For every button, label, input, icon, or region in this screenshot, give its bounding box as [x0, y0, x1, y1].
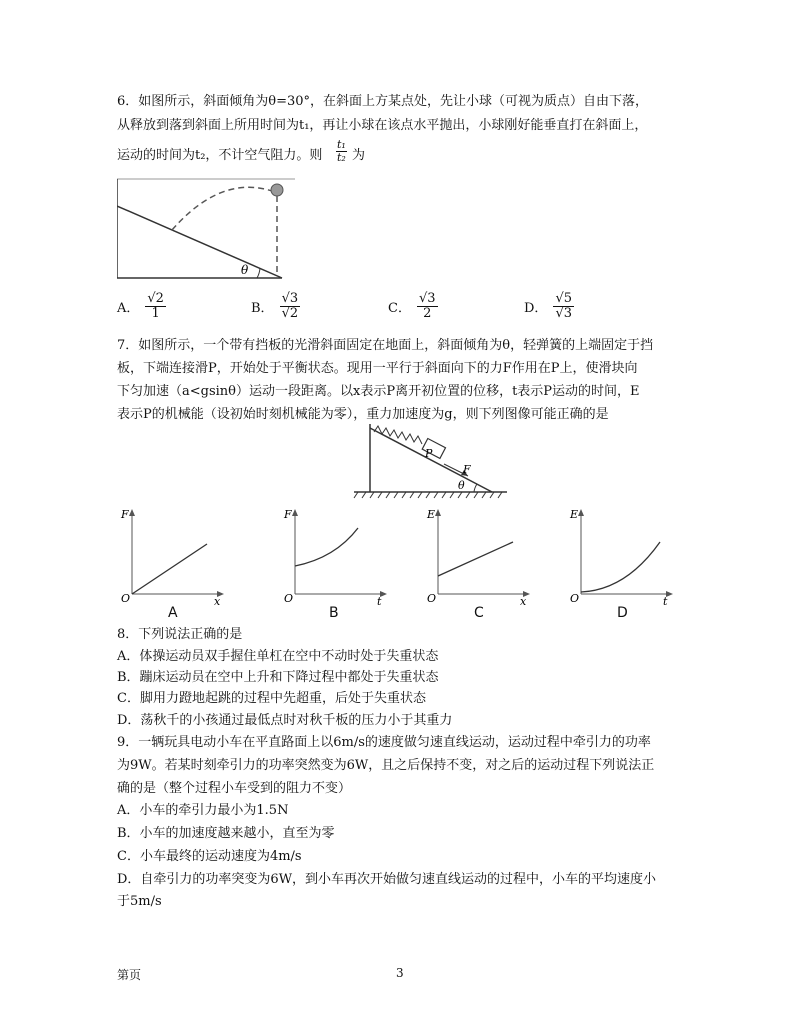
q7-line3: 下匀加速（a<gsinθ）运动一段距离。以x表示P离开初位置的位移，t表示P运动的时间，E [117, 384, 640, 399]
q7-graph-b-caption: B [329, 605, 339, 621]
q6-theta-label: θ [241, 263, 249, 277]
q6-ratio-den: t₂ [337, 151, 346, 164]
q6-angle-arc [257, 268, 260, 278]
q7-graph-c-origin: O [427, 592, 437, 605]
q6-option-c-label: C． [388, 301, 411, 316]
q8-stem: 8．下列说法正确的是 [117, 627, 243, 642]
q8-option-a: A．体操运动员双手握住单杠在空中不动时处于失重状态 [117, 649, 439, 664]
q9-option-c: C．小车最终的运动速度为4m/s [117, 849, 302, 864]
q7-graph-d-xlabel: t [663, 595, 668, 606]
q7-graph-d-curve [581, 542, 660, 592]
q7-graph-d [566, 506, 676, 606]
q7-angle-label: θ [458, 479, 465, 492]
q7-graph-c-curve [438, 542, 513, 576]
q9-option-d-cont: 于5m/s [117, 894, 162, 909]
footer-left: 第页 [117, 968, 142, 982]
q6-option-b-num: √3 [281, 291, 299, 306]
q7-graph-d-yarrow [578, 509, 584, 516]
q6-option-a [117, 292, 166, 321]
q7-graph-a-curve [132, 544, 207, 594]
q6-line3-text: 运动的时间为t₂，不计空气阻力。则 [117, 148, 323, 163]
q6-option-d-label: D． [524, 301, 548, 316]
q7-graph-a [117, 506, 227, 606]
q7-graph-b-origin: O [284, 592, 294, 605]
q6-option-b [251, 292, 300, 321]
q6-option-c-den: 2 [423, 306, 432, 321]
q7-graph-c-caption: C [474, 605, 484, 621]
q6-option-b-den: √2 [281, 306, 299, 321]
q7-spring-incline-figure [352, 420, 512, 502]
q6-ball [271, 184, 283, 196]
q6-line3 [117, 147, 322, 165]
q6-option-c [388, 292, 438, 321]
q7-graph-c [423, 506, 533, 606]
q7-graph-b-ylabel: F [284, 508, 292, 521]
q7-graph-d-caption: D [617, 605, 628, 621]
page-number: 3 [396, 966, 404, 980]
q6-option-d-den: √3 [555, 306, 572, 321]
q7-slope [370, 428, 492, 492]
q7-graph-d-origin: O [570, 592, 580, 605]
q7-graph-c-xlabel: x [520, 595, 527, 606]
q6-ratio-num: t₁ [337, 138, 346, 151]
q8-option-d: D．荡秋千的小孩通过最低点时对秋千板的压力小于其重力 [117, 713, 453, 728]
q9-line1: 9．一辆玩具电动小车在平直路面上以6m/s的速度做匀速直线运动，运动过程中牵引力的功率 [117, 735, 651, 750]
q7-graph-a-origin: O [121, 592, 131, 605]
q7-graph-a-yarrow [129, 509, 135, 516]
q9-line3: 确的是（整个过程小车受到的阻力不变） [117, 781, 352, 796]
q8-option-b: B．蹦床运动员在空中上升和下降过程中都处于失重状态 [117, 670, 439, 685]
q7-graph-c-ylabel: E [427, 508, 436, 521]
q9-option-a: A．小车的牵引力最小为1.5N [117, 803, 289, 818]
q8-option-c: C．脚用力蹬地起跳的过程中先超重，后处于失重状态 [117, 691, 426, 706]
q6-line3-end: 为 [352, 148, 366, 163]
q6-option-d-num: √5 [555, 291, 572, 306]
q7-graph-b-yarrow [292, 509, 298, 516]
q7-graph-b [280, 506, 390, 606]
q7-angle-arc [474, 484, 477, 492]
q6-trajectory [172, 187, 275, 230]
q6-slope [117, 206, 282, 278]
q6-option-b-label: B． [251, 301, 274, 316]
q7-force-label: F [463, 463, 471, 476]
q6-line1: 6．如图所示，斜面倾角为θ=30°，在斜面上方某点处，先让小球（可视为质点）自由下落， [117, 94, 649, 109]
q7-line2: 板，下端连接滑P，开始处于平衡状态。现用一平行于斜面向下的力F作用在P上，使滑块向 [117, 361, 638, 376]
q6-option-a-den: 1 [151, 306, 160, 321]
q7-graph-a-caption: A [168, 605, 178, 621]
q7-spring [374, 426, 422, 444]
q6-option-a-label: A． [117, 301, 140, 316]
q7-graph-b-curve [295, 528, 358, 566]
q7-graph-c-yarrow [435, 509, 441, 516]
q6-incline-figure [117, 178, 297, 283]
q6-ratio [336, 139, 347, 164]
q6-option-a-num: √2 [147, 291, 164, 306]
q9-option-d: D．自牵引力的功率突变为6W，到小车再次开始做匀速直线运动的过程中，小车的平均速度小 [117, 872, 657, 887]
q9-option-b: B．小车的加速度越来越小，直至为零 [117, 826, 335, 841]
q7-graph-a-xlabel: x [214, 595, 221, 606]
q7-ground-hatching [354, 492, 502, 498]
q9-line2: 为9W。若某时刻牵引力的功率突然变为6W，且之后保持不变，对之后的运动过程下列说法正 [117, 758, 655, 773]
q7-graph-a-ylabel: F [121, 508, 129, 521]
q7-graph-b-xlabel: t [377, 595, 382, 606]
q7-line1: 7．如图所示，一个带有挡板的光滑斜面固定在地面上，斜面倾角为θ，轻弹簧的上端固定于挡 [117, 338, 654, 353]
q6-option-c-num: √3 [418, 291, 436, 306]
q7-line4: 表示P的机械能（设初始时刻机械能为零），重力加速度为g，则下列图像可能正确的是 [117, 407, 609, 422]
q7-graph-d-ylabel: E [570, 508, 579, 521]
q7-block-label: P [425, 447, 433, 460]
q6-option-d [524, 292, 574, 321]
q6-line2: 从释放到落到斜面上所用时间为t₁，再让小球在该点水平抛出，小球刚好能垂直打在斜面上， [117, 118, 648, 133]
